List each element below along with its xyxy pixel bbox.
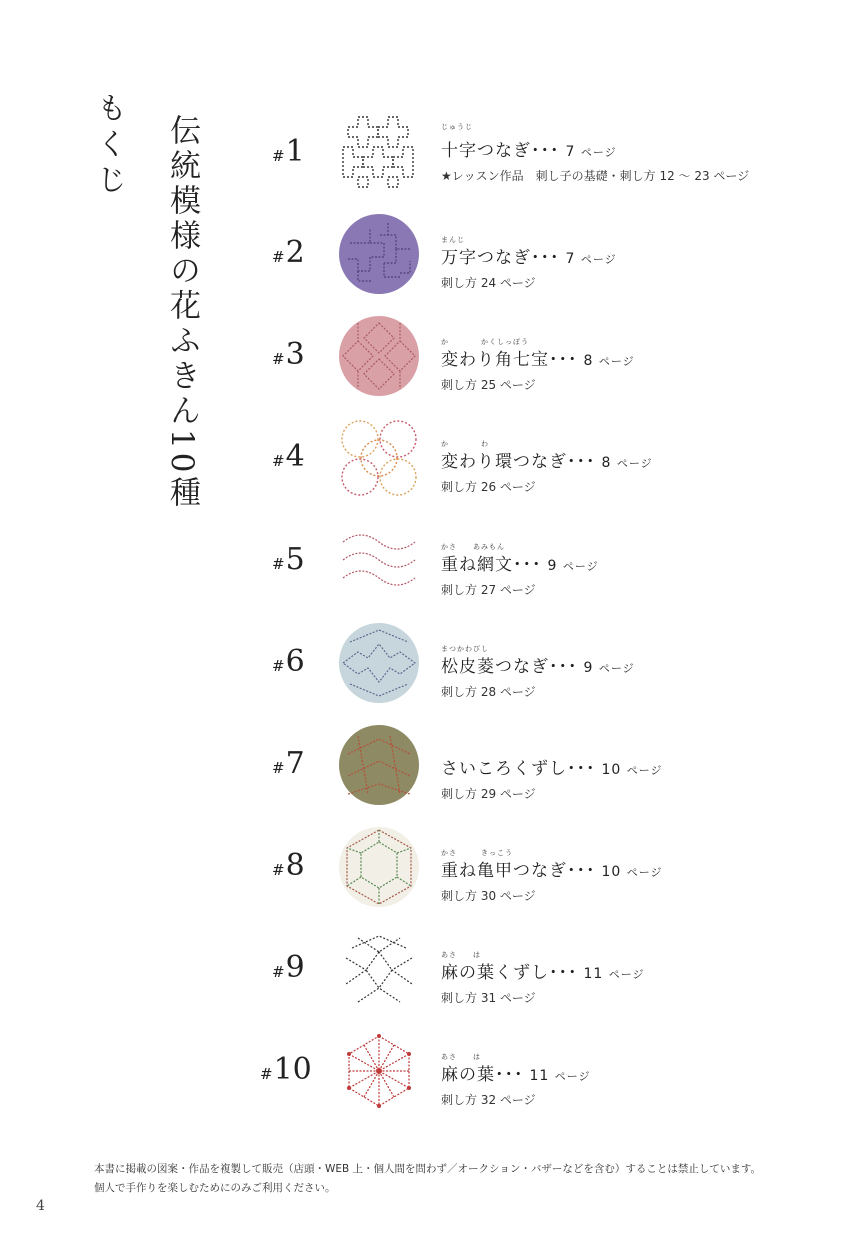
entry-subtext: 刺し方 31 ページ — [441, 991, 536, 1005]
entry-number: #3 — [272, 337, 305, 372]
wa-tsunagi-pattern-swatch — [338, 417, 420, 499]
title-ruby: まんじ — [441, 236, 465, 244]
title-ruby: か わ — [441, 440, 489, 448]
page-number: 4 — [36, 1198, 45, 1214]
entry-title-row — [441, 447, 653, 472]
toc-entry[interactable] — [0, 315, 858, 405]
cross-pattern-swatch — [338, 112, 420, 194]
toc-subtitle: 伝統模様の花ふきん10種 — [164, 114, 200, 512]
saikoro-kuzushi-pattern-swatch — [338, 724, 420, 806]
entry-page: 9 ページ — [583, 660, 635, 676]
entry-title-row — [441, 136, 749, 161]
title-ruby: あさ は — [441, 951, 481, 959]
entry-title: 麻の葉くずし･･･ — [441, 963, 578, 983]
entry-title-row — [441, 754, 663, 779]
toc-heading: もくじ — [91, 92, 126, 200]
toc-entry[interactable] — [0, 417, 858, 507]
entry-subtext: 刺し方 29 ページ — [441, 787, 536, 801]
entry-title-row — [441, 243, 617, 268]
notice-line: 本書に掲載の図案・作品を複製して販売（店頭・WEB 上・個人間を問わず／オークション・バザーなどを含む）することは禁止しています。 — [94, 1163, 762, 1175]
asanoha-kuzushi-pattern-swatch — [338, 928, 420, 1010]
entry-page: 10 ページ — [601, 864, 663, 880]
toc-entry[interactable] — [0, 520, 858, 610]
toc-entry[interactable] — [0, 213, 858, 303]
entry-title-row — [441, 1060, 591, 1085]
entry-title-row — [441, 550, 599, 575]
entry-subtext: 刺し方 26 ページ — [441, 480, 536, 494]
entry-subtext: 刺し方 25 ページ — [441, 378, 536, 392]
matsukawabishi-pattern-swatch — [338, 622, 420, 704]
entry-number: #10 — [260, 1052, 312, 1087]
entry-title: 重ね網文･･･ — [441, 555, 542, 575]
entry-title: 麻の葉･･･ — [441, 1065, 524, 1085]
title-ruby: あさ は — [441, 1053, 481, 1061]
amimon-pattern-swatch — [338, 520, 420, 602]
toc-entry[interactable] — [0, 928, 858, 1018]
entry-number: #8 — [272, 848, 305, 883]
entry-page: 7 ページ — [565, 251, 617, 267]
entry-title-row — [441, 345, 635, 370]
entry-subtext: ★レッスン作品 刺し子の基礎・刺し方 12 〜 23 ページ — [441, 169, 750, 183]
asanoha-pattern-swatch — [338, 1030, 420, 1112]
entry-number: #9 — [272, 950, 305, 985]
entry-title-row — [441, 856, 663, 881]
entry-page: 8 ページ — [583, 353, 635, 369]
toc-entry[interactable] — [0, 112, 858, 202]
entry-page: 8 ページ — [601, 455, 653, 471]
entry-title-row — [441, 652, 635, 677]
entry-number: #2 — [272, 235, 305, 270]
entry-number: #4 — [272, 439, 305, 474]
kikko-pattern-swatch — [338, 826, 420, 908]
entry-subtext: 刺し方 24 ページ — [441, 276, 536, 290]
entry-number: #5 — [272, 542, 305, 577]
entry-title: 変わり環つなぎ･･･ — [441, 452, 596, 472]
entry-subtext: 刺し方 27 ページ — [441, 583, 536, 597]
entry-number: #7 — [272, 746, 305, 781]
entry-number: #6 — [272, 644, 305, 679]
title-ruby: じゅうじ — [441, 123, 473, 131]
kakushippo-pattern-swatch — [338, 315, 420, 397]
entry-page: 11 ページ — [529, 1068, 591, 1084]
manji-pattern-swatch — [338, 213, 420, 295]
entry-title: 十字つなぎ･･･ — [441, 141, 560, 161]
entry-subtext: 刺し方 30 ページ — [441, 889, 536, 903]
entry-page: 10 ページ — [601, 762, 663, 778]
entry-title: 変わり角七宝･･･ — [441, 350, 578, 370]
title-ruby: かさ あみもん — [441, 543, 505, 551]
entry-subtext: 刺し方 28 ページ — [441, 685, 536, 699]
entry-page: 9 ページ — [547, 558, 599, 574]
title-ruby: か かくしっぽう — [441, 338, 529, 346]
entry-title: 重ね亀甲つなぎ･･･ — [441, 861, 596, 881]
entry-title-row — [441, 958, 645, 983]
entry-title: 万字つなぎ･･･ — [441, 248, 560, 268]
entry-page: 11 ページ — [583, 966, 645, 982]
entry-number: #1 — [272, 134, 305, 169]
title-ruby: かさ きっこう — [441, 849, 513, 857]
entry-subtext: 刺し方 32 ページ — [441, 1093, 536, 1107]
toc-entry[interactable] — [0, 1030, 858, 1120]
notice-line: 個人で手作りを楽しむためにのみご利用ください。 — [94, 1182, 336, 1194]
entry-page: 7 ページ — [565, 144, 617, 160]
toc-entry[interactable] — [0, 622, 858, 712]
title-ruby: まつかわびし — [441, 645, 489, 653]
entry-title: 松皮菱つなぎ･･･ — [441, 657, 578, 677]
toc-entry[interactable] — [0, 826, 858, 916]
toc-entry[interactable] — [0, 724, 858, 814]
entry-title: さいころくずし･･･ — [441, 759, 596, 779]
copyright-notice — [94, 1160, 761, 1198]
